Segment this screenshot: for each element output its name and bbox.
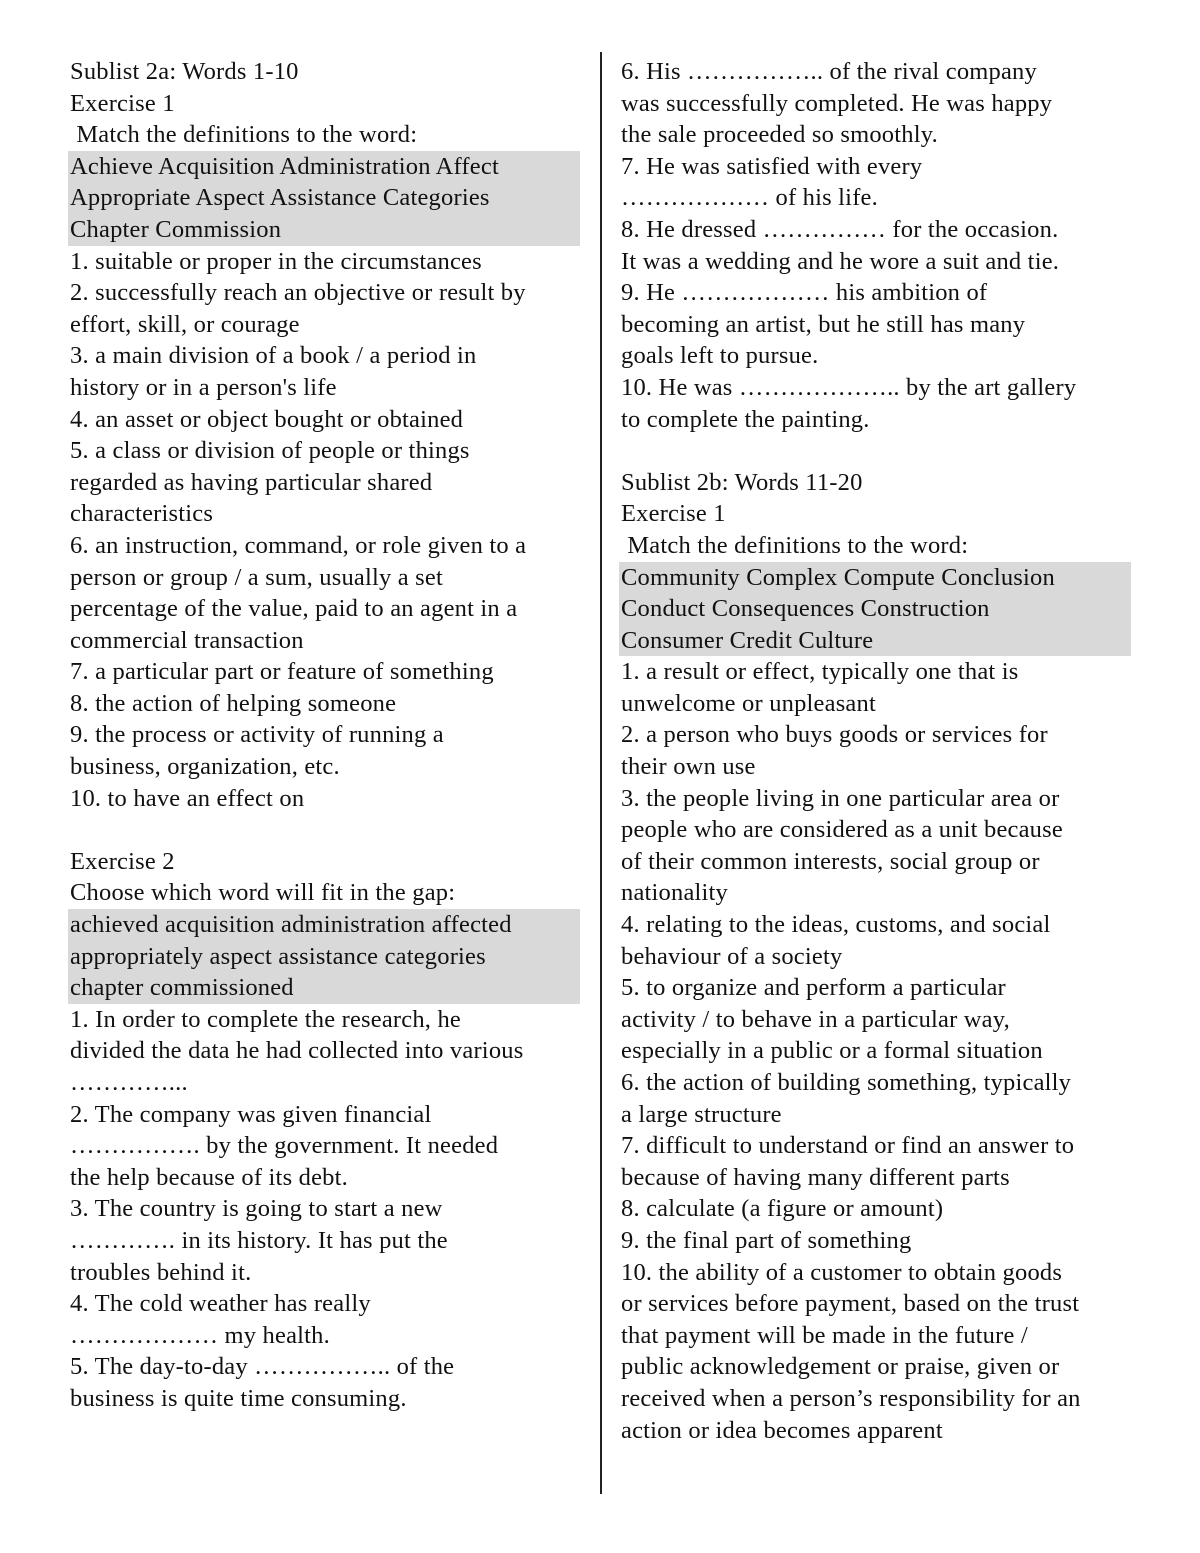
word-bank-line: achieved acquisition administration affected <box>70 911 512 939</box>
definition-line: because of having many different parts <box>621 1163 1010 1191</box>
exercise-1-instruction: Match the definitions to the word: <box>621 531 969 559</box>
definition-line: commercial transaction <box>70 626 304 654</box>
definition-line: effort, skill, or courage <box>70 310 300 338</box>
sentence-line: ……………. by the government. It needed <box>70 1132 499 1160</box>
sentence-line: It was a wedding and he wore a suit and tie. <box>621 247 1060 275</box>
definition-line: person or group / a sum, usually a set <box>70 563 443 591</box>
definition-line: public acknowledgement or praise, given or <box>621 1353 1060 1381</box>
sentence-line: was successfully completed. He was happy <box>621 89 1053 117</box>
definition-line: 5. to organize and perform a particular <box>621 974 1006 1002</box>
word-bank-line: appropriately aspect assistance categories <box>70 942 486 970</box>
word-bank-line: Conduct Consequences Construction <box>621 595 990 623</box>
definition-line: 2. a person who buys goods or services for <box>621 721 1048 749</box>
spacer <box>621 435 1131 467</box>
right-column <box>621 56 1131 1446</box>
definition-line: unwelcome or unpleasant <box>621 689 876 717</box>
sentence-line: troubles behind it. <box>70 1258 252 1286</box>
sentence-line: becoming an artist, but he still has many <box>621 310 1026 338</box>
definition-line: 1. suitable or proper in the circumstances <box>70 247 482 275</box>
definition-line: 6. an instruction, command, or role given to a <box>70 531 527 559</box>
definition-line: 3. the people living in one particular area or <box>621 784 1060 812</box>
definition-line: 10. to have an effect on <box>70 784 305 812</box>
definition-line: that payment will be made in the future / <box>621 1321 1028 1349</box>
sublist-2a-title: Sublist 2a: Words 1-10 <box>70 58 299 85</box>
definition-line: 6. the action of building something, typically <box>621 1069 1072 1096</box>
word-bank-line: Consumer Credit Culture <box>621 626 874 654</box>
definition-line: action or idea becomes apparent <box>621 1416 943 1444</box>
exercise-1-instruction: Match the definitions to the word: <box>70 121 418 149</box>
sentence-line: …………... <box>70 1069 188 1096</box>
exercise-1-title: Exercise 1 <box>70 89 175 117</box>
sentence-line: …………. in its history. It has put the <box>70 1226 448 1254</box>
definition-line: 7. a particular part or feature of something <box>70 658 494 686</box>
sentence-line: 3. The country is going to start a new <box>70 1195 443 1223</box>
word-bank-2b-ex1 <box>619 562 1131 657</box>
definition-line: their own use <box>621 753 756 781</box>
definition-line: 1. a result or effect, typically one that is <box>621 658 1019 686</box>
definition-line: especially in a public or a formal situation <box>621 1037 1043 1065</box>
word-bank-line: Community Complex Compute Conclusion <box>621 563 1055 591</box>
exercise-2-title: Exercise 2 <box>70 847 175 875</box>
sentence-line: the help because of its debt. <box>70 1163 348 1191</box>
definition-line: a large structure <box>621 1100 782 1128</box>
definitions-list-2a <box>70 246 580 815</box>
sentence-line: 7. He was satisfied with every <box>621 152 923 180</box>
sentence-line: ……………… of his life. <box>621 184 878 212</box>
definition-line: 9. the final part of something <box>621 1226 912 1254</box>
sentence-line: ……………… my health. <box>70 1321 330 1349</box>
definition-line: 2. successfully reach an objective or result by <box>70 279 526 307</box>
sentence-line: to complete the painting. <box>621 405 870 433</box>
left-column <box>70 56 580 1415</box>
definition-line: 7. difficult to understand or find an answer to <box>621 1132 1075 1160</box>
sentence-line: 10. He was ……………….. by the art gallery <box>621 373 1077 401</box>
sentence-line: goals left to pursue. <box>621 342 819 370</box>
definition-line: people who are considered as a unit because <box>621 816 1063 844</box>
definition-line: behaviour of a society <box>621 942 843 970</box>
definition-line: received when a person’s responsibility for an <box>621 1384 1081 1412</box>
definition-line: 8. calculate (a figure or amount) <box>621 1195 944 1223</box>
definition-line: percentage of the value, paid to an agent in a <box>70 595 518 623</box>
definition-line: regarded as having particular shared <box>70 468 433 496</box>
exercise-2-instruction: Choose which word will fit in the gap: <box>70 879 456 907</box>
definition-line: activity / to behave in a particular way, <box>621 1005 1010 1033</box>
sublist-2b-title: Sublist 2b: Words 11-20 <box>621 468 863 496</box>
column-divider <box>600 52 602 1494</box>
sentence-line: 9. He ……………… his ambition of <box>621 279 988 307</box>
sentence-line: divided the data he had collected into various <box>70 1037 524 1065</box>
definition-line: 4. an asset or object bought or obtained <box>70 405 464 433</box>
word-bank-line: Appropriate Aspect Assistance Categories <box>70 184 490 212</box>
word-bank-line: Achieve Acquisition Administration Affect <box>70 152 499 180</box>
sentence-line: 5. The day-to-day …………….. of the <box>70 1353 455 1381</box>
gap-sentences-list-continued <box>621 56 1131 435</box>
sentence-line: 6. His …………….. of the rival company <box>621 58 1037 85</box>
definition-line: or services before payment, based on the trust <box>621 1290 1080 1318</box>
definition-line: history or in a person's life <box>70 373 337 401</box>
definition-line: 10. the ability of a customer to obtain goods <box>621 1258 1063 1286</box>
word-bank-line: Chapter Commission <box>70 215 282 243</box>
sentence-line: 4. The cold weather has really <box>70 1290 371 1318</box>
definition-line: 5. a class or division of people or things <box>70 437 470 465</box>
spacer <box>70 814 580 846</box>
definition-line: characteristics <box>70 500 214 528</box>
definition-line: 3. a main division of a book / a period in <box>70 342 477 370</box>
sentence-line: 8. He dressed …………… for the occasion. <box>621 215 1059 243</box>
definition-line: business, organization, etc. <box>70 753 340 781</box>
definition-line: nationality <box>621 879 728 907</box>
word-bank-2a-ex1 <box>68 151 580 246</box>
exercise-1-title: Exercise 1 <box>621 500 726 528</box>
definition-line: 8. the action of helping someone <box>70 689 397 717</box>
definition-line: of their common interests, social group or <box>621 847 1040 875</box>
definitions-list-2b <box>621 656 1131 1446</box>
definition-line: 4. relating to the ideas, customs, and social <box>621 911 1051 939</box>
sentence-line: 1. In order to complete the research, he <box>70 1005 461 1033</box>
sentence-line: the sale proceeded so smoothly. <box>621 121 938 149</box>
word-bank-2a-ex2 <box>68 909 580 1004</box>
gap-sentences-list <box>70 1004 580 1415</box>
sentence-line: business is quite time consuming. <box>70 1384 407 1412</box>
word-bank-line: chapter commissioned <box>70 974 294 1002</box>
definition-line: 9. the process or activity of running a <box>70 721 444 749</box>
sentence-line: 2. The company was given financial <box>70 1100 432 1128</box>
